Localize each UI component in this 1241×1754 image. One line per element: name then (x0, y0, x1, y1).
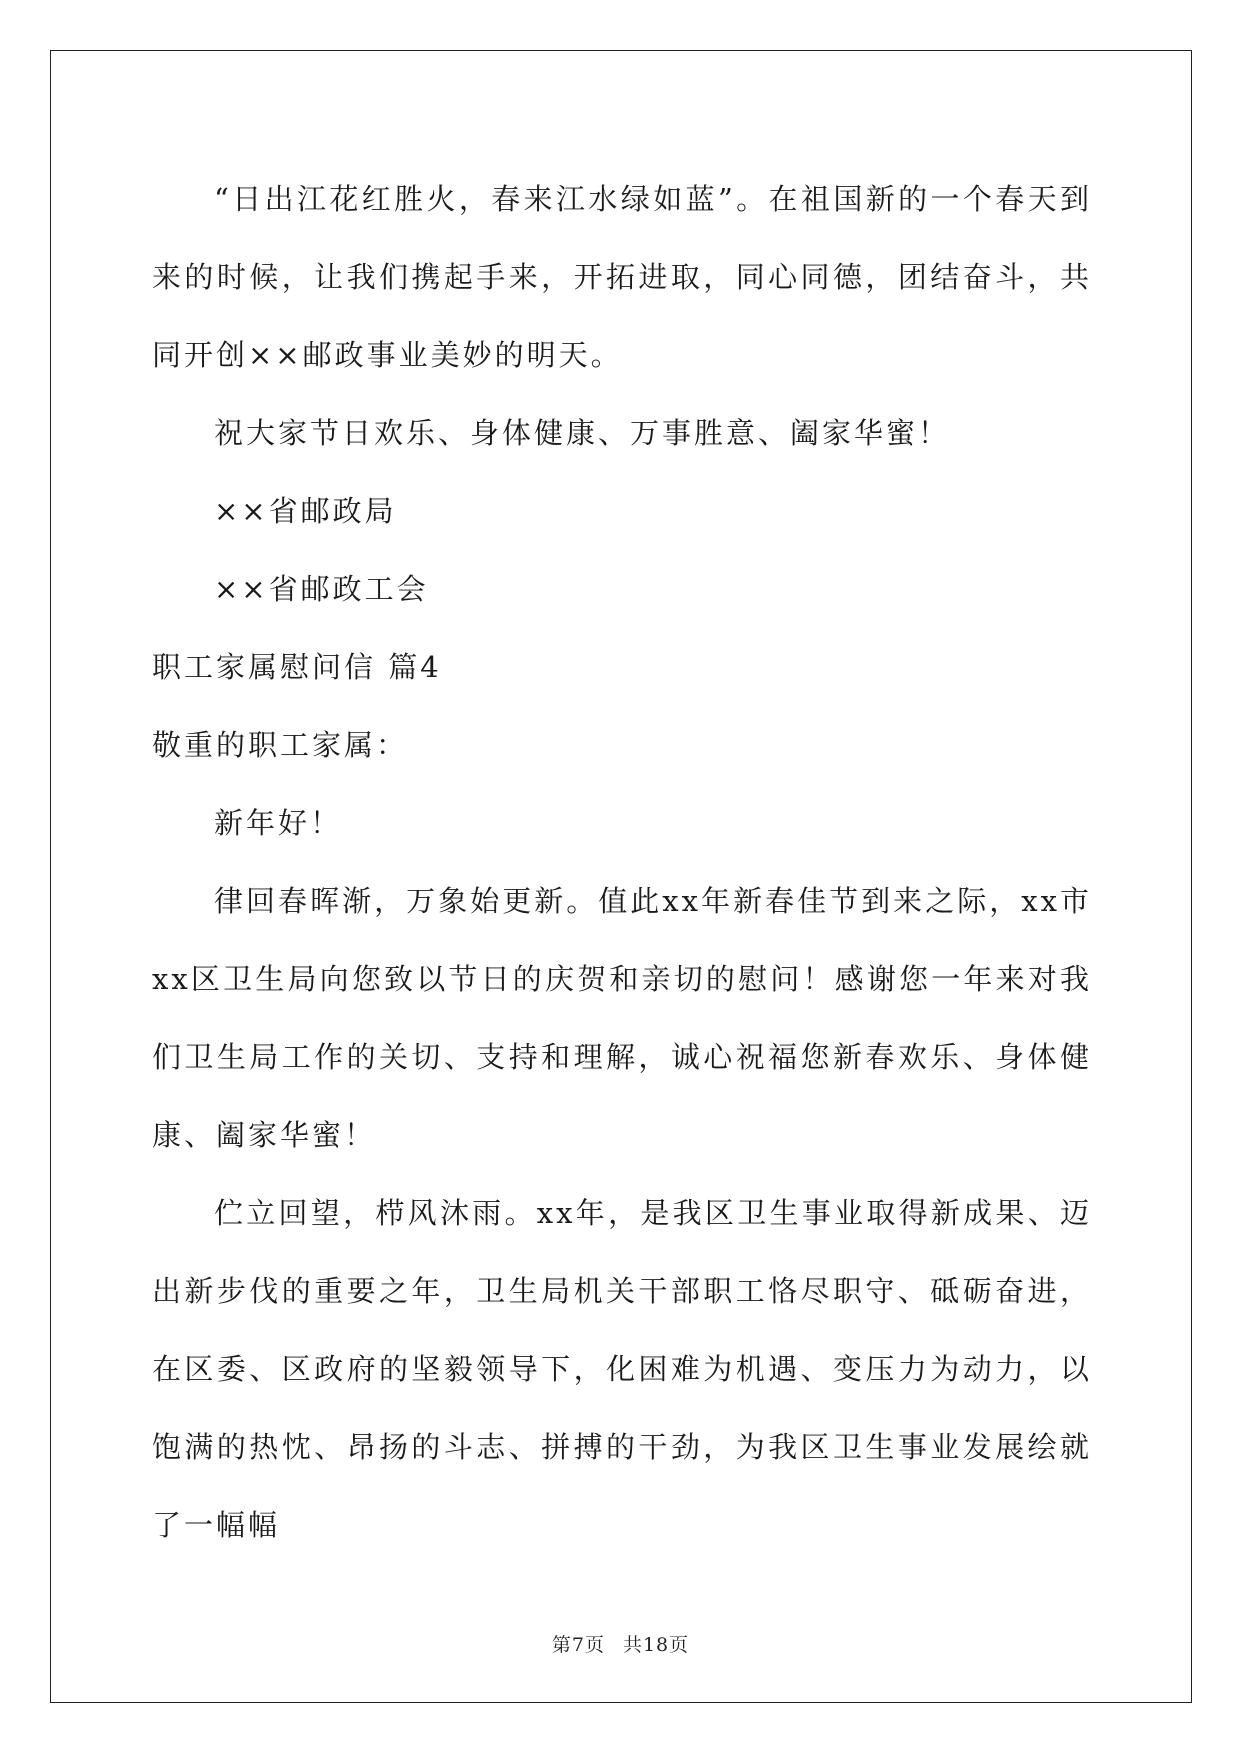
paragraph-review: 伫立回望，栉风沐雨。xx年，是我区卫生事业取得新成果、迈出新步伐的重要之年，卫生局机关干部职工恪尽职守、砥砺奋进，在区委、区政府的坚毅领导下，化困难为机遇、变压力为动力，以饱满的热忱、昂扬的斗志、拼搏的干劲，为我区卫生事业发展绘就了一幅幅 (152, 1196, 1092, 1542)
section-heading: 职工家属慰问信 篇4 (152, 650, 442, 684)
page-footer (0, 1630, 1241, 1657)
page-number: 第7页 (551, 1634, 605, 1656)
salutation: 敬重的职工家属： (152, 728, 409, 762)
paragraph-new-year: 律回春晖渐，万象始更新。值此xx年新春佳节到来之际，xx市xx区卫生局向您致以节日的庆贺和亲切的慰问！感谢您一年来对我们卫生局工作的关切、支持和理解，诚心祝福您新春欢乐、身体健康、阖家华蜜！ (152, 884, 1092, 1152)
paragraph-closing-quote: “日出江花红胜火，春来江水绿如蓝”。在祖国新的一个春天到来的时候，让我们携起手来，开拓进取，同心同德，团结奋斗，共同开创××邮政事业美妙的明天。 (152, 182, 1092, 372)
page-total: 共18页 (622, 1634, 690, 1656)
paragraph-wishes: 祝大家节日欢乐、身体健康、万事胜意、阖家华蜜！ (214, 416, 951, 450)
document-body (152, 160, 1092, 1564)
signature-post-bureau: ××省邮政局 (214, 494, 397, 528)
signature-post-union: ××省邮政工会 (214, 572, 429, 606)
greeting: 新年好！ (214, 806, 343, 840)
